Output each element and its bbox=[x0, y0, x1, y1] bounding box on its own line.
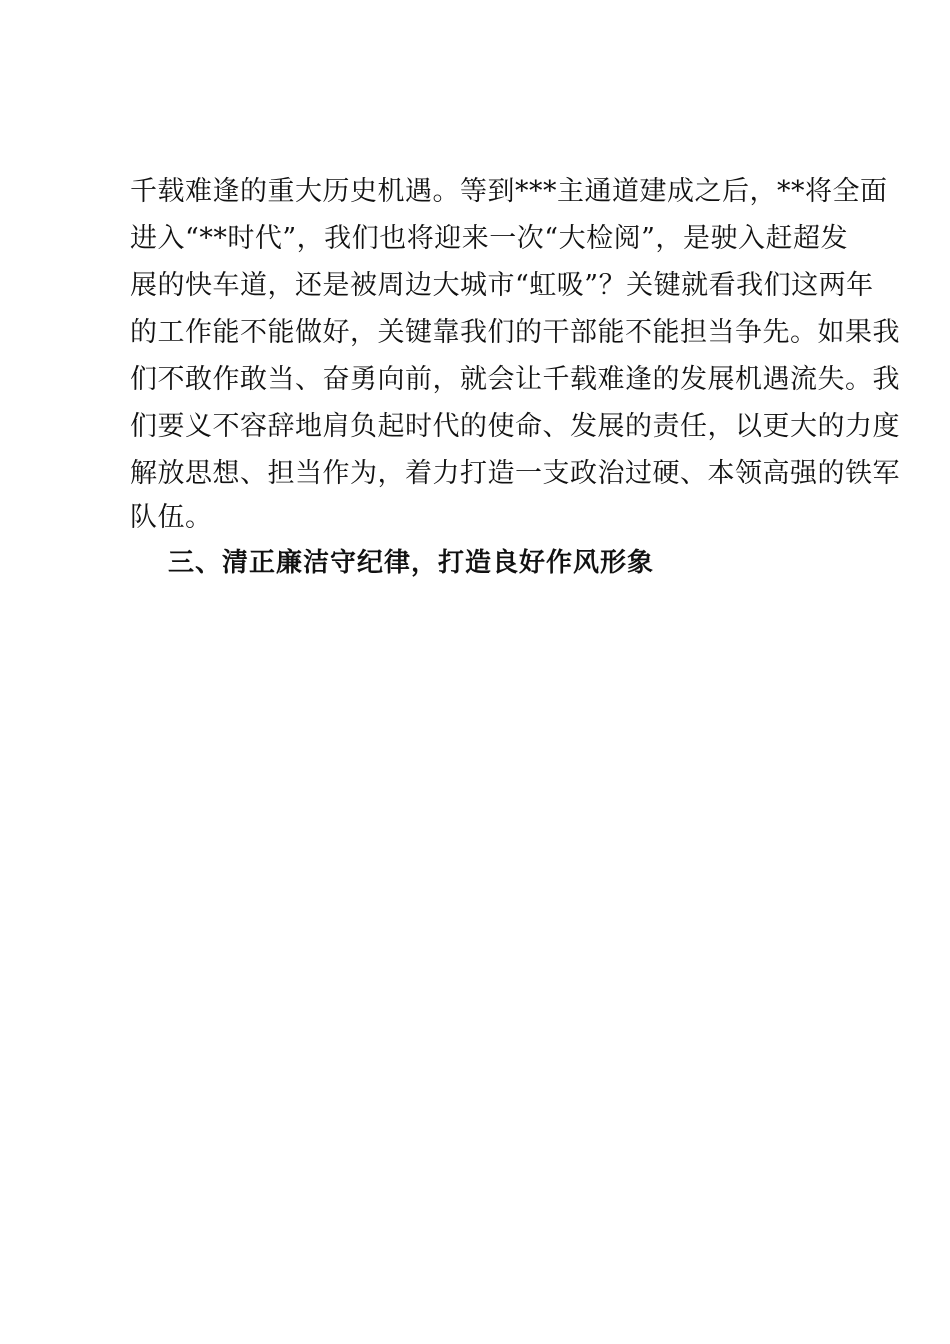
paragraph-line: 进入“**时代”，我们也将迎来一次“大检阅”，是驶入赶超发 bbox=[130, 223, 848, 254]
paragraph-line: 展的快车道，还是被周边大城市“虹吸”？关键就看我们这两年 bbox=[130, 270, 874, 301]
paragraph-line: 们不敢作敢当、奋勇向前，就会让千载难逢的发展机遇流失。我 bbox=[130, 364, 900, 395]
paragraph-line: 千载难逢的重大历史机遇。等到***主通道建成之后，**将全面 bbox=[130, 176, 888, 207]
section-heading: 三、清正廉洁守纪律，打造良好作风形象 bbox=[168, 548, 655, 578]
paragraph-line: 队伍。 bbox=[130, 502, 213, 533]
paragraph-line: 的工作能不能做好，关键靠我们的干部能不能担当争先。如果我 bbox=[130, 317, 900, 348]
paragraph-line: 解放思想、担当作为，着力打造一支政治过硬、本领高强的铁军 bbox=[130, 458, 900, 489]
paragraph-line: 们要义不容辞地肩负起时代的使命、发展的责任，以更大的力度 bbox=[130, 411, 900, 442]
